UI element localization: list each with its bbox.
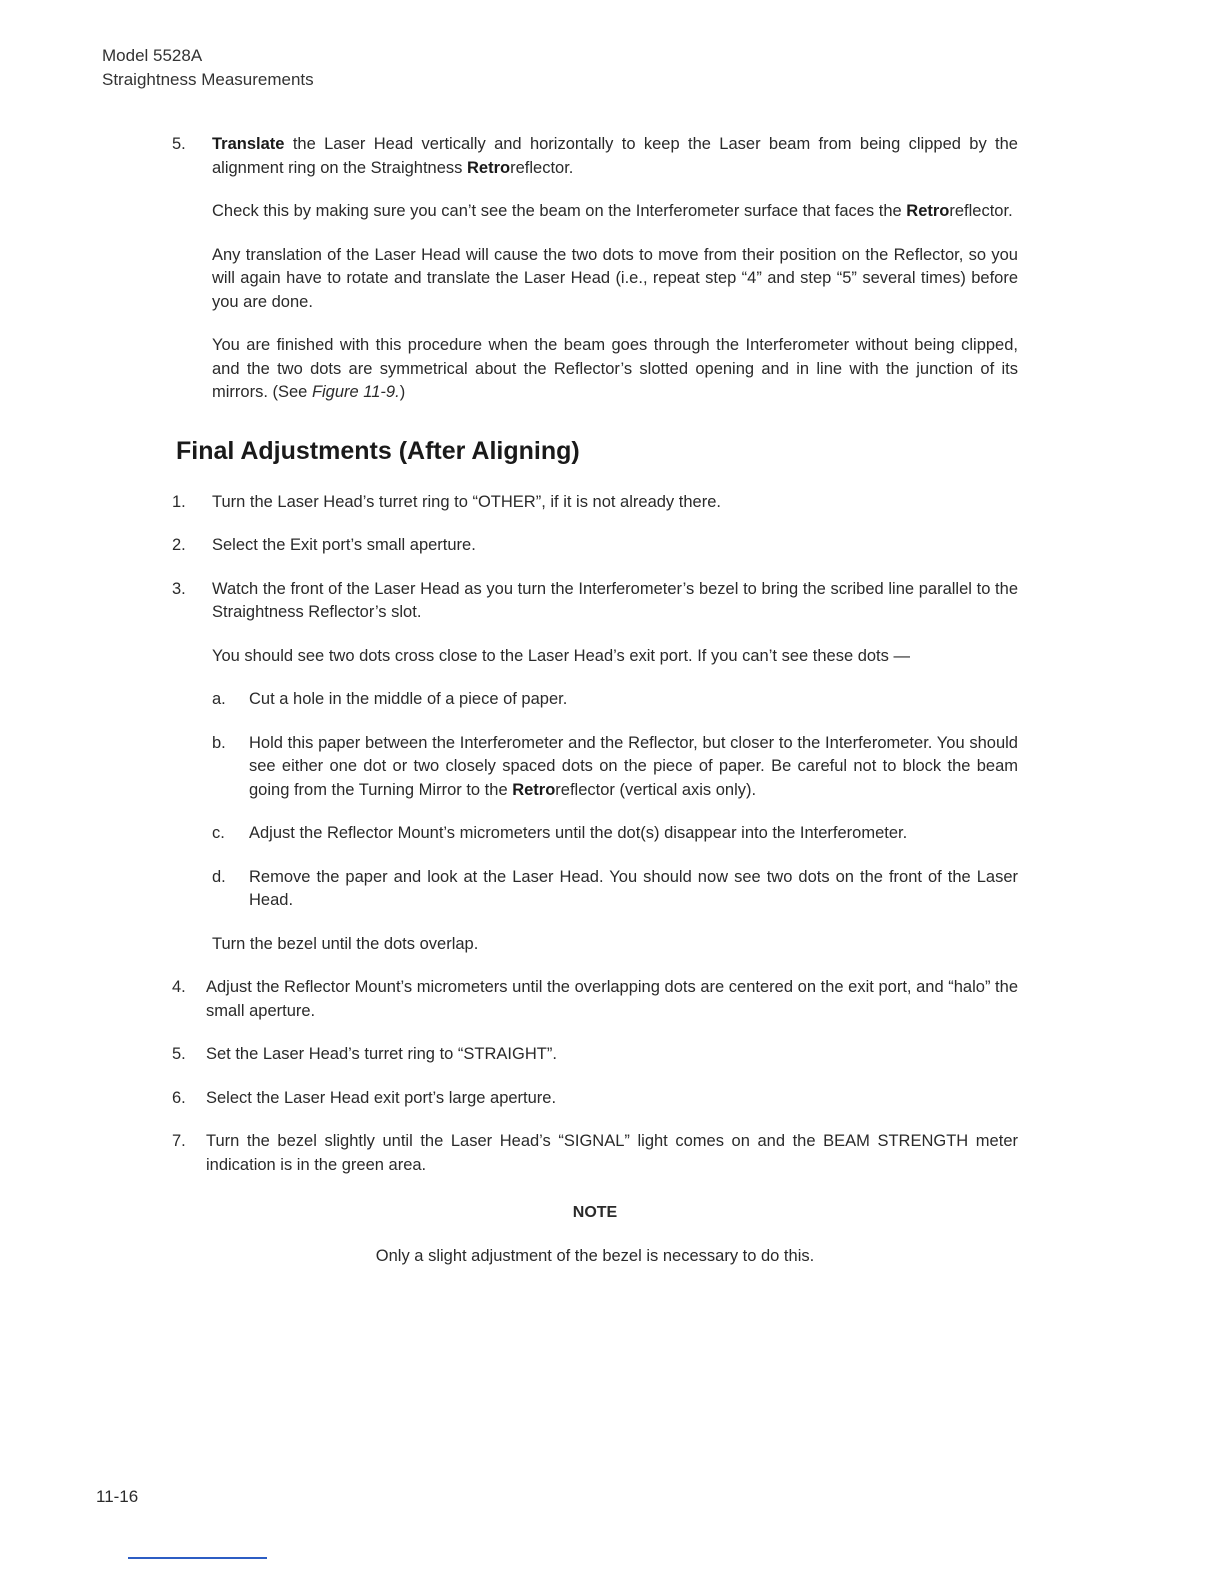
step-text: Turn the bezel slightly until the Laser Head’s “SIGNAL” light comes on and the BEAM STRENGTH meter indication is in the green area. <box>206 1132 1018 1174</box>
bold-term: Retro <box>512 780 556 799</box>
step-number: 7. <box>172 1132 186 1150</box>
final-step-4 <box>172 976 1018 1023</box>
substep-text: Remove the paper and look at the Laser Head. You should now see two dots on the front of the Laser Head. <box>249 867 1018 909</box>
final-steps-continued <box>172 976 1018 1177</box>
step-number: 4. <box>172 978 186 996</box>
text-run: You are finished with this procedure when the beam goes through the Interferometer without being clipped, and the two dots are symmetrical about the Reflector’s slotted opening and in line with the junction of its mirrors. (See <box>212 336 1018 401</box>
step-number: 2. <box>172 536 186 554</box>
text-run: reflector. <box>949 202 1013 220</box>
header-model: Model 5528A <box>102 46 203 65</box>
text-run: reflector. <box>510 158 574 177</box>
substep-letter: d. <box>212 867 226 886</box>
link-underline[interactable] <box>128 1557 267 1559</box>
substep-letter: c. <box>212 824 225 842</box>
substep-letter: a. <box>212 690 226 708</box>
substep-d <box>212 866 1018 913</box>
step-text: Select the Exit port’s small aperture. <box>212 536 476 554</box>
substep-text-end: reflector (vertical axis only). <box>555 780 757 799</box>
substep-b <box>212 732 1018 803</box>
final-step-3 <box>172 578 1018 957</box>
substep-text: Adjust the Reflector Mount’s micrometers until the dot(s) disappear into the Interferometer. <box>249 824 908 842</box>
final-step-5 <box>172 1043 1018 1067</box>
step-number: 3. <box>172 579 186 598</box>
substep-c <box>212 822 1018 846</box>
figure-reference: Figure 11-9. <box>311 383 400 401</box>
step-5-paragraph-4 <box>212 334 1018 405</box>
step-3-paragraph-3: Turn the bezel until the dots overlap. <box>212 934 479 953</box>
final-step-2 <box>172 534 1018 558</box>
step-text: Set the Laser Head’s turret ring to “STRAIGHT”. <box>206 1045 557 1063</box>
page-number: 11-16 <box>96 1487 139 1506</box>
substep-letter: b. <box>212 733 226 752</box>
step-number: 5. <box>172 135 186 153</box>
note-text: Only a slight adjustment of the bezel is necessary to do this. <box>375 1246 815 1265</box>
step-number: 6. <box>172 1088 186 1107</box>
text-run: Check this by making sure you can’t see the beam on the Interferometer surface that faces the <box>212 202 907 220</box>
final-step-6 <box>172 1087 1018 1111</box>
page-content <box>172 133 1018 1268</box>
bold-term: Retro <box>467 158 511 177</box>
bold-term: Translate <box>212 135 285 153</box>
bold-term: Retro <box>906 202 950 220</box>
step-text: Adjust the Reflector Mount’s micrometers until the overlapping dots are centered on the exit port, and “halo” the small aperture. <box>206 978 1018 1020</box>
text-run: ) <box>399 383 406 401</box>
page-header <box>102 44 314 92</box>
step-number: 1. <box>172 492 186 511</box>
step-text: Select the Laser Head exit port’s large aperture. <box>206 1088 557 1107</box>
step-5-paragraph-1 <box>212 133 1018 180</box>
section-title: Final Adjustments (After Aligning) <box>176 436 580 465</box>
text-run: the Laser Head vertically and horizontally to keep the Laser beam from being clipped by the alignment ring on the Straightness <box>212 135 1018 177</box>
step-text: Turn the Laser Head’s turret ring to “OTHER”, if it is not already there. <box>212 492 721 511</box>
substep-text: Hold this paper between the Interferometer and the Reflector, but closer to the Interferometer. You should see either one dot or two closely spaced dots on the piece of paper. Be careful not to block the beam going from the Turning Mirror to the <box>249 733 1018 799</box>
final-step-7 <box>172 1130 1018 1177</box>
step-3-paragraph-2: You should see two dots cross close to the Laser Head’s exit port. If you can’t see these dots — <box>212 646 910 665</box>
step-number: 5. <box>172 1045 186 1063</box>
step-5-translate <box>172 133 1018 405</box>
note-heading: NOTE <box>572 1204 618 1221</box>
step-5-paragraph-3: Any translation of the Laser Head will cause the two dots to move from their position on the Reflector, so you will again have to rotate and translate the Laser Head (i.e., repeat step “4” and step “5” several times) before you are done. <box>212 245 1018 311</box>
substep-text: Cut a hole in the middle of a piece of paper. <box>249 690 568 708</box>
step-text: Watch the front of the Laser Head as you turn the Interferometer’s bezel to bring the scribed line parallel to the Straightness Reflector’s slot. <box>212 579 1018 621</box>
header-section: Straightness Measurements <box>102 70 314 89</box>
step-5-paragraph-2 <box>212 200 1018 224</box>
final-step-1 <box>172 491 1018 515</box>
substep-a <box>212 688 1018 712</box>
